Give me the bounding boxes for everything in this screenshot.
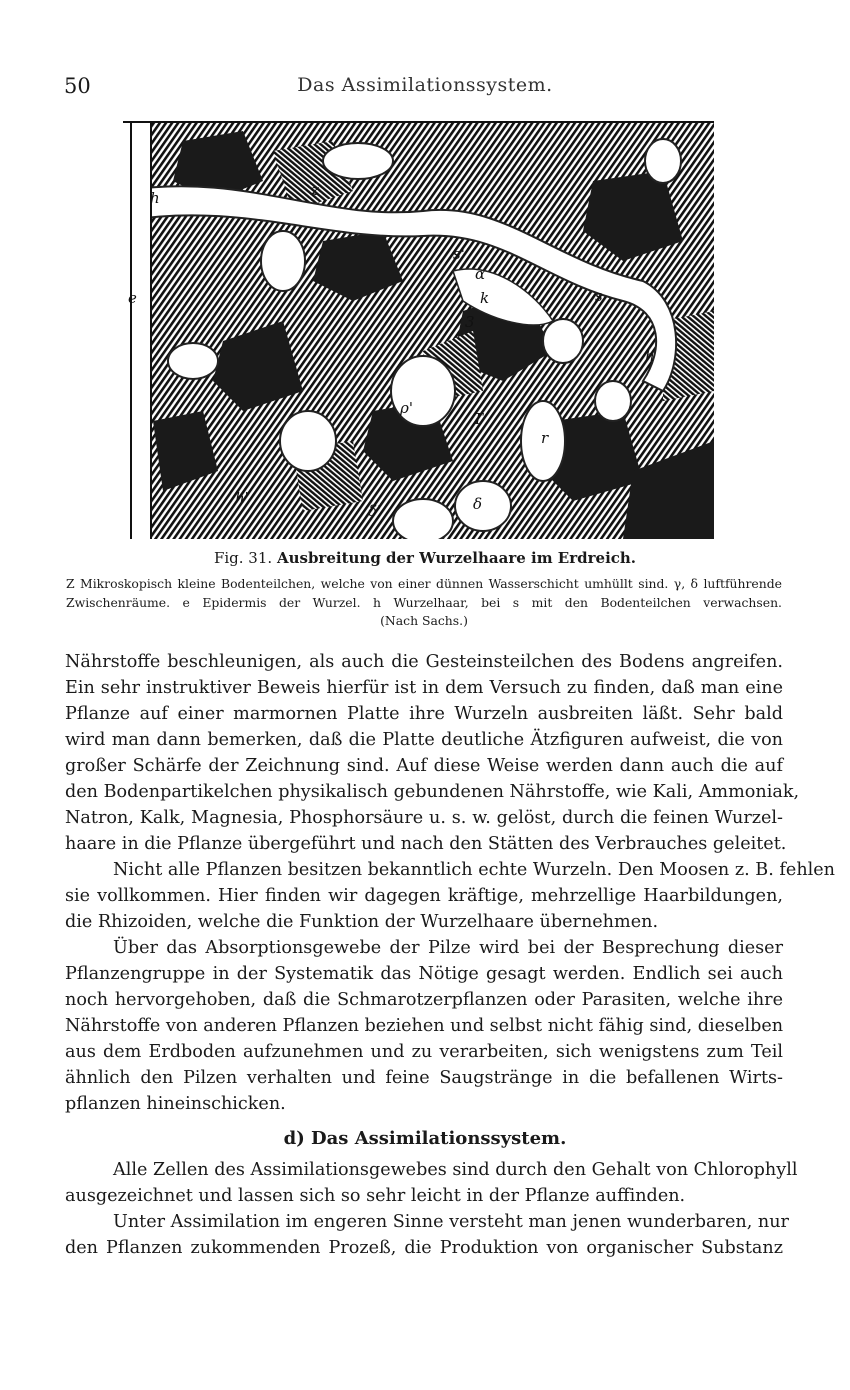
running-title: Das Assimilationssystem. [297,74,553,96]
figure-label: h [150,189,160,207]
text-line: Nährstoffe von anderen Pflanzen beziehen und selbst nicht fähig sind, dieselben [65,1016,784,1036]
text-line: den Pflanzen zukommenden Prozeß, die Produktion von organischer Substanz [65,1238,783,1258]
figure-label: h [645,347,655,365]
figure-caption-line: Z Mikroskopisch kleine Bodenteilchen, welche von einer dünnen Wasserschicht umhüllt sind. γ, δ luftführende [66,576,782,591]
text-line: ähnlich den Pilzen verhalten und feine Saugstränge in die befallenen Wirts- [65,1068,783,1088]
text-line: die Rhizoiden, welche die Funktion der Wurzelhaare übernehmen. [65,912,659,932]
figure-root-hairs-illustration [123,121,714,539]
text-line: haare in die Pflanze übergeführt und nach den Stätten des Verbrauches geleitet. [65,834,787,854]
figure-label: e [128,289,137,307]
figure-label: s' [453,245,465,263]
figure-label: T [473,410,484,428]
page-number: 50 [64,74,91,98]
figure-label: k [480,289,490,307]
section-heading: d) Das Assimilationssystem. [283,1128,567,1149]
text-line: ausgezeichnet und lassen sich so sehr leicht in der Pflanze auffinden. [65,1186,686,1206]
text-line: wird man dann bemerken, daß die Platte deutliche Ätzfiguren aufweist, die von [65,730,783,750]
text-line: aus dem Erdboden aufzunehmen und zu verarbeiten, sich wenigstens zum Teil [65,1042,783,1062]
figure-label: δ' [368,502,382,520]
figure-caption-title [0,549,850,567]
text-line: Pflanze auf einer marmornen Platte ihre Wurzeln ausbreiten läßt. Sehr bald [65,704,783,724]
figure-label: 3 [465,313,475,331]
text-line: großer Schärfe der Zeichnung sind. Auf diese Weise werden dann auch die auf [65,756,783,776]
text-line: Natron, Kalk, Magnesia, Phosphorsäure u. s. w. gelöst, durch die feinen Wurzel- [65,808,783,828]
figure-label: ρ' [400,399,413,417]
figure-label: δ [473,495,483,513]
text-line: pflanzen hineinschicken. [65,1094,286,1114]
text-line: sie vollkommen. Hier finden wir dagegen kräftige, mehrzellige Haarbildungen, [65,886,783,906]
figure-caption-credit: (Nach Sachs.) [380,613,468,628]
figure-label: α [475,265,486,283]
text-line: noch hervorgehoben, daß die Schmarotzerpflanzen oder Parasiten, welche ihre [65,990,783,1010]
text-line: Unter Assimilation im engeren Sinne versteht man jenen wunderbaren, nur [113,1212,789,1232]
text-line: den Bodenpartikelchen physikalisch gebundenen Nährstoffe, wie Kali, Ammoniak, [65,782,800,802]
figure-label: r [541,429,549,447]
figure-label: h' [235,489,249,507]
text-line: Alle Zellen des Assimilationsgewebes sind durch den Gehalt von Chlorophyll [113,1160,798,1180]
text-line: Über das Absorptionsgewebe der Pilze wird bei der Besprechung dieser [113,938,783,958]
figure-number: Fig. 31. [213,549,273,567]
figure-caption-line: Zwischenräume. e Epidermis der Wurzel. h Wurzelhaar, bei s mit den Bodenteilchen verwachsen. [66,595,782,610]
text-line: Ein sehr instruktiver Beweis hierfür ist in dem Versuch zu finden, daß man eine [65,678,783,698]
text-line: Nährstoffe beschleunigen, als auch die Gesteinsteilchen des Bodens angreifen. [65,652,783,672]
text-line: Pflanzengruppe in der Systematik das Nötige gesagt werden. Endlich sei auch [65,964,783,984]
figure-label: z [311,181,319,199]
figure-title: Ausbreitung der Wurzelhaare im Erdreich. [276,549,637,567]
figure-label: s [595,287,603,305]
text-line: Nicht alle Pflanzen besitzen bekanntlich echte Wurzeln. Den Moosen z. B. fehlen [113,860,836,880]
